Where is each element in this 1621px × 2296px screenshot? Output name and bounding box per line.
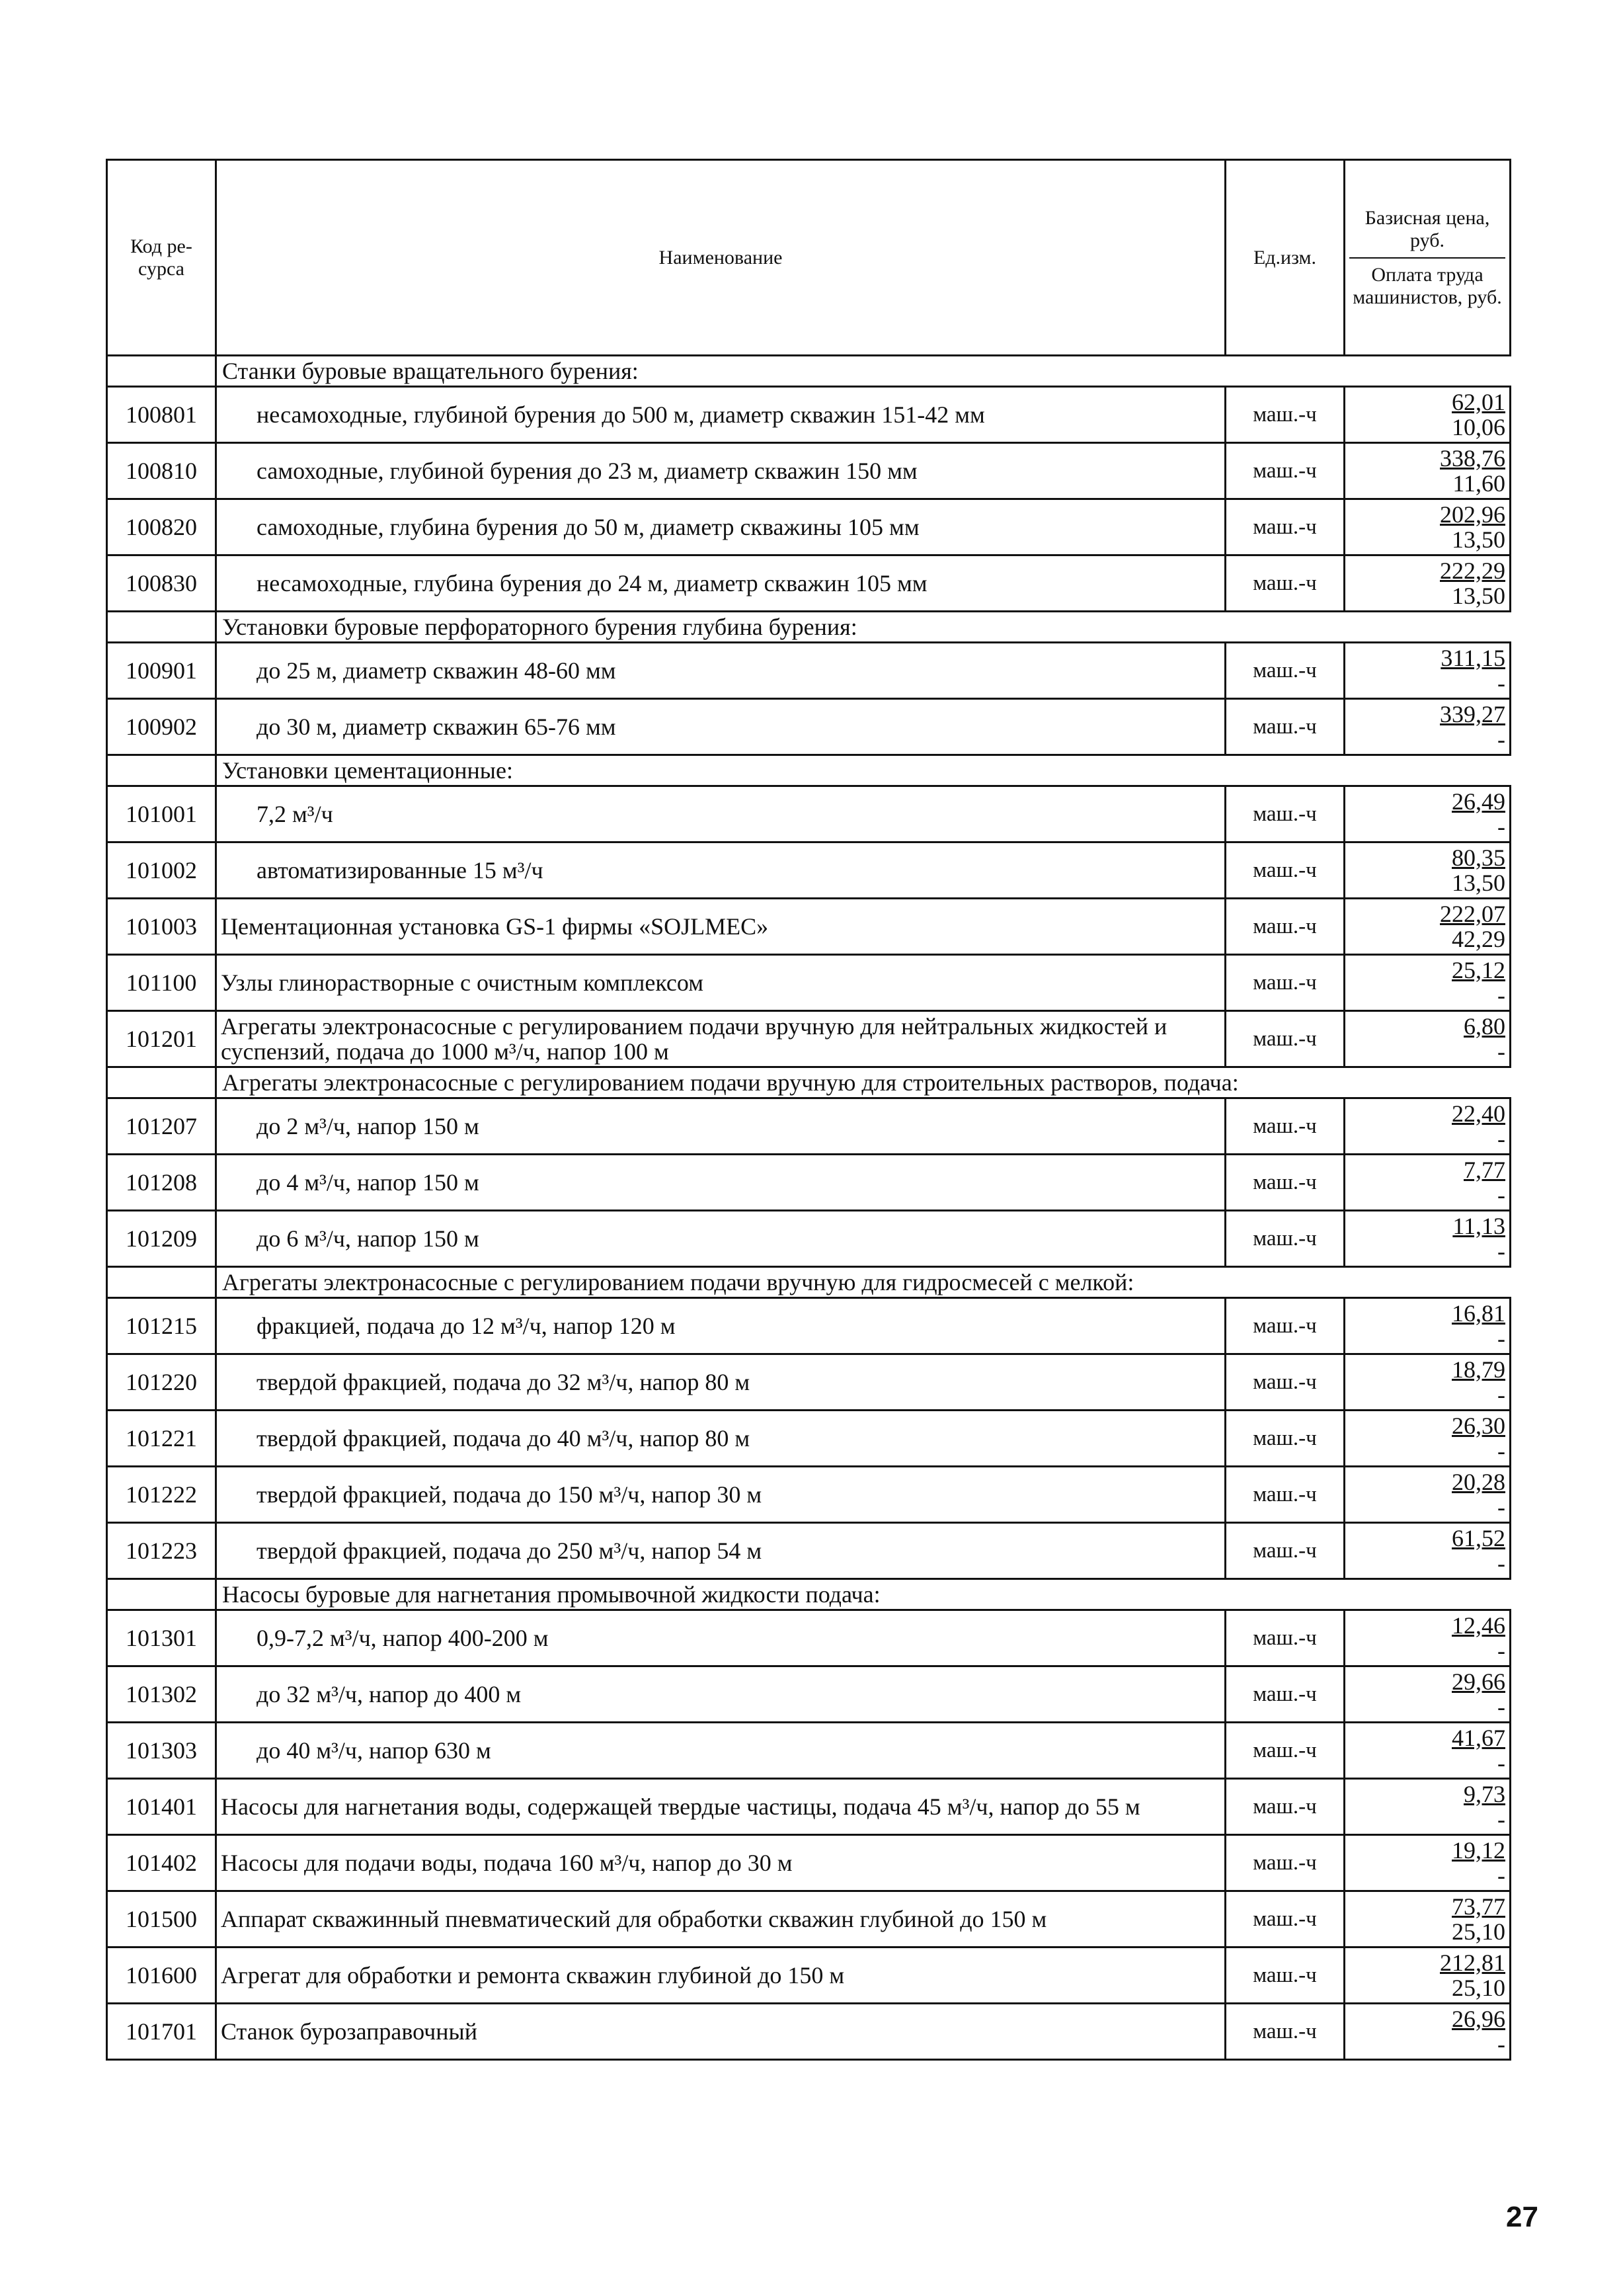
operator-wage: - <box>1497 813 1505 840</box>
price-cell <box>1345 1666 1511 1723</box>
resource-name: до 2 м³/ч, напор 150 м <box>216 1098 1226 1155</box>
resource-unit: маш.-ч <box>1226 1779 1345 1835</box>
resource-unit: маш.-ч <box>1226 1155 1345 1211</box>
resource-name: твердой фракцией, подача до 40 м³/ч, напор 80 м <box>216 1411 1226 1467</box>
resource-code: 101303 <box>107 1723 216 1779</box>
resource-code: 100901 <box>107 643 216 699</box>
base-price: 22,40 <box>1452 1100 1505 1127</box>
table-row <box>107 1467 1511 1523</box>
resource-name: до 4 м³/ч, напор 150 м <box>216 1155 1226 1211</box>
group-heading: Установки цементационные: <box>216 755 1511 786</box>
base-price: 339,27 <box>1440 701 1505 727</box>
table-row <box>107 699 1511 755</box>
base-price: 12,46 <box>1452 1612 1505 1639</box>
resource-name: до 6 м³/ч, напор 150 м <box>216 1211 1226 1267</box>
price-cell <box>1345 1098 1511 1155</box>
table-row <box>107 1523 1511 1579</box>
resource-name: твердой фракцией, подача до 250 м³/ч, напор 54 м <box>216 1523 1226 1579</box>
resource-name: твердой фракцией, подача до 32 м³/ч, напор 80 м <box>216 1354 1226 1411</box>
table-row <box>107 1354 1511 1411</box>
operator-wage: - <box>1497 1750 1505 1776</box>
base-price: 6,80 <box>1464 1013 1505 1040</box>
resource-unit: маш.-ч <box>1226 842 1345 899</box>
table-row <box>107 1155 1511 1211</box>
table-row <box>107 499 1511 555</box>
resource-name: несамоходные, глубина бурения до 24 м, диаметр скважин 105 мм <box>216 555 1226 612</box>
page-number: 27 <box>1506 2201 1538 2233</box>
table-header-row <box>107 160 1511 356</box>
base-price: 25,12 <box>1452 957 1505 983</box>
base-price: 20,28 <box>1452 1469 1505 1495</box>
price-cell <box>1345 899 1511 955</box>
resource-unit: маш.-ч <box>1226 499 1345 555</box>
resource-code: 101223 <box>107 1523 216 1579</box>
resource-unit: маш.-ч <box>1226 1523 1345 1579</box>
resource-name: твердой фракцией, подача до 150 м³/ч, напор 30 м <box>216 1467 1226 1523</box>
resource-code: 101208 <box>107 1155 216 1211</box>
table-row <box>107 555 1511 612</box>
table-row <box>107 643 1511 699</box>
resource-code: 100801 <box>107 387 216 443</box>
resource-code: 101221 <box>107 1411 216 1467</box>
operator-wage: - <box>1497 1126 1505 1152</box>
price-cell <box>1345 1211 1511 1267</box>
group-heading-row <box>107 612 1511 643</box>
table-row <box>107 443 1511 499</box>
base-price: 222,07 <box>1440 901 1505 927</box>
resource-code: 100820 <box>107 499 216 555</box>
header-code: Код ре-сурса <box>107 160 216 356</box>
operator-wage: - <box>1497 1637 1505 1664</box>
resource-unit: маш.-ч <box>1226 1098 1345 1155</box>
operator-wage: - <box>1497 1381 1505 1408</box>
resource-unit: маш.-ч <box>1226 1011 1345 1067</box>
price-cell <box>1345 643 1511 699</box>
operator-wage: 25,10 <box>1452 1918 1505 1945</box>
price-cell <box>1345 1891 1511 1948</box>
resource-name: Агрегаты электронасосные с регулированием подачи вручную для нейтральных жидкостей и суспензий, подача до 1000 м³/ч, напор 100 м <box>216 1011 1226 1067</box>
base-price: 9,73 <box>1464 1781 1505 1807</box>
base-price: 16,81 <box>1452 1300 1505 1327</box>
price-cell <box>1345 699 1511 755</box>
price-cell <box>1345 786 1511 842</box>
operator-wage: - <box>1497 1862 1505 1889</box>
price-cell <box>1345 1523 1511 1579</box>
price-cell <box>1345 1298 1511 1354</box>
header-unit: Ед.изм. <box>1226 160 1345 356</box>
group-heading: Установки буровые перфораторного бурения глубина бурения: <box>216 612 1511 643</box>
table-row <box>107 2004 1511 2060</box>
group-heading: Агрегаты электронасосные с регулированием подачи вручную для гидросмесей с мелкой: <box>216 1267 1511 1298</box>
table-row <box>107 1411 1511 1467</box>
price-cell <box>1345 1723 1511 1779</box>
price-cell <box>1345 1011 1511 1067</box>
resource-unit: маш.-ч <box>1226 555 1345 612</box>
price-cell <box>1345 1155 1511 1211</box>
resource-name: самоходные, глубиной бурения до 23 м, диаметр скважин 150 мм <box>216 443 1226 499</box>
base-price: 311,15 <box>1441 645 1505 671</box>
resource-code: 101301 <box>107 1610 216 1666</box>
group-heading: Станки буровые вращательного бурения: <box>216 356 1511 387</box>
resource-name: Станок бурозаправочный <box>216 2004 1226 2060</box>
resource-unit: маш.-ч <box>1226 1666 1345 1723</box>
table-row <box>107 1666 1511 1723</box>
operator-wage: - <box>1497 1494 1505 1520</box>
base-price: 222,29 <box>1440 557 1505 584</box>
resource-name: Агрегат для обработки и ремонта скважин глубиной до 150 м <box>216 1948 1226 2004</box>
base-price: 29,66 <box>1452 1668 1505 1695</box>
resource-code: 101215 <box>107 1298 216 1354</box>
operator-wage: - <box>1497 1694 1505 1720</box>
resource-unit: маш.-ч <box>1226 899 1345 955</box>
table-row <box>107 842 1511 899</box>
header-operator-wage: Оплата труда машинистов, руб. <box>1353 263 1502 308</box>
table-row <box>107 1298 1511 1354</box>
resource-unit: маш.-ч <box>1226 1411 1345 1467</box>
base-price: 338,76 <box>1440 445 1505 472</box>
table-row <box>107 1835 1511 1891</box>
resource-code: 101701 <box>107 2004 216 2060</box>
table-row <box>107 1211 1511 1267</box>
price-cell <box>1345 387 1511 443</box>
resource-code: 101220 <box>107 1354 216 1411</box>
base-price: 11,13 <box>1452 1213 1505 1239</box>
resource-code: 100830 <box>107 555 216 612</box>
resource-name: 0,9-7,2 м³/ч, напор 400-200 м <box>216 1610 1226 1666</box>
resource-code: 101401 <box>107 1779 216 1835</box>
price-cell <box>1345 2004 1511 2060</box>
resource-unit: маш.-ч <box>1226 643 1345 699</box>
group-code-cell <box>107 612 216 643</box>
base-price: 41,67 <box>1452 1725 1505 1751</box>
price-cell <box>1345 955 1511 1011</box>
resource-code: 100810 <box>107 443 216 499</box>
price-cell <box>1345 555 1511 612</box>
operator-wage: - <box>1497 1182 1505 1208</box>
base-price: 62,01 <box>1452 389 1505 415</box>
base-price: 212,81 <box>1440 1949 1505 1976</box>
resource-code: 101002 <box>107 842 216 899</box>
price-cell <box>1345 1411 1511 1467</box>
resource-name: до 30 м, диаметр скважин 65-76 мм <box>216 699 1226 755</box>
base-price: 26,49 <box>1452 788 1505 815</box>
resource-code: 100902 <box>107 699 216 755</box>
resource-name: фракцией, подача до 12 м³/ч, напор 120 м <box>216 1298 1226 1354</box>
resource-code: 101001 <box>107 786 216 842</box>
resource-name: самоходные, глубина бурения до 50 м, диаметр скважины 105 мм <box>216 499 1226 555</box>
price-cell <box>1345 1467 1511 1523</box>
resource-name: несамоходные, глубиной бурения до 500 м, диаметр скважин 151-42 мм <box>216 387 1226 443</box>
resource-code: 101402 <box>107 1835 216 1891</box>
resource-code: 101500 <box>107 1891 216 1948</box>
table-row <box>107 955 1511 1011</box>
table-row <box>107 1723 1511 1779</box>
operator-wage: 42,29 <box>1452 926 1505 952</box>
table-row <box>107 1779 1511 1835</box>
resource-name: автоматизированные 15 м³/ч <box>216 842 1226 899</box>
operator-wage: - <box>1497 1550 1505 1577</box>
resource-name: Узлы глинорастворные с очистным комплексом <box>216 955 1226 1011</box>
group-heading-row <box>107 755 1511 786</box>
price-cell <box>1345 443 1511 499</box>
group-code-cell <box>107 356 216 387</box>
resource-unit: маш.-ч <box>1226 786 1345 842</box>
resource-code: 101201 <box>107 1011 216 1067</box>
resource-name: Насосы для нагнетания воды, содержащей твердые частицы, подача 45 м³/ч, напор до 55 м <box>216 1779 1226 1835</box>
group-heading-row <box>107 1579 1511 1610</box>
group-heading-row <box>107 1267 1511 1298</box>
base-price: 80,35 <box>1452 844 1505 871</box>
resource-unit: маш.-ч <box>1226 1948 1345 2004</box>
table-row <box>107 1011 1511 1067</box>
operator-wage: - <box>1497 982 1505 1008</box>
header-price <box>1345 160 1511 356</box>
resource-unit: маш.-ч <box>1226 955 1345 1011</box>
table-row <box>107 1891 1511 1948</box>
operator-wage: - <box>1497 1806 1505 1832</box>
base-price: 73,77 <box>1452 1893 1505 1920</box>
operator-wage: - <box>1497 1238 1505 1264</box>
resource-unit: маш.-ч <box>1226 1211 1345 1267</box>
price-cell <box>1345 499 1511 555</box>
group-heading: Насосы буровые для нагнетания промывочной жидкости подача: <box>216 1579 1511 1610</box>
resource-unit: маш.-ч <box>1226 1610 1345 1666</box>
resource-name: до 32 м³/ч, напор до 400 м <box>216 1666 1226 1723</box>
price-cell <box>1345 842 1511 899</box>
operator-wage: - <box>1497 2031 1505 2057</box>
resource-unit: маш.-ч <box>1226 387 1345 443</box>
group-code-cell <box>107 1579 216 1610</box>
base-price: 26,30 <box>1452 1413 1505 1439</box>
resource-code: 101302 <box>107 1666 216 1723</box>
resource-unit: маш.-ч <box>1226 443 1345 499</box>
operator-wage: - <box>1497 1325 1505 1352</box>
resource-name: 7,2 м³/ч <box>216 786 1226 842</box>
table-row <box>107 786 1511 842</box>
operator-wage: - <box>1497 726 1505 753</box>
resource-name: Насосы для подачи воды, подача 160 м³/ч, напор до 30 м <box>216 1835 1226 1891</box>
group-heading-row <box>107 1067 1511 1098</box>
group-heading-row <box>107 356 1511 387</box>
resource-code: 101600 <box>107 1948 216 2004</box>
resource-name: Цементационная установка GS-1 фирмы «SOJLMEC» <box>216 899 1226 955</box>
resource-name: до 25 м, диаметр скважин 48-60 мм <box>216 643 1226 699</box>
resource-unit: маш.-ч <box>1226 1835 1345 1891</box>
resource-unit: маш.-ч <box>1226 699 1345 755</box>
header-name: Наименование <box>216 160 1226 356</box>
group-code-cell <box>107 1267 216 1298</box>
base-price: 202,96 <box>1440 501 1505 528</box>
table-row <box>107 1610 1511 1666</box>
group-code-cell <box>107 1067 216 1098</box>
resource-name: до 40 м³/ч, напор 630 м <box>216 1723 1226 1779</box>
resource-name: Аппарат скважинный пневматический для обработки скважин глубиной до 150 м <box>216 1891 1226 1948</box>
resource-unit: маш.-ч <box>1226 1354 1345 1411</box>
resource-code: 101100 <box>107 955 216 1011</box>
price-cell <box>1345 1835 1511 1891</box>
operator-wage: - <box>1497 1038 1505 1065</box>
operator-wage: - <box>1497 1438 1505 1464</box>
base-price: 61,52 <box>1452 1525 1505 1551</box>
table-body <box>107 356 1511 2060</box>
resource-unit: маш.-ч <box>1226 1723 1345 1779</box>
resource-unit: маш.-ч <box>1226 1891 1345 1948</box>
resource-unit: маш.-ч <box>1226 1467 1345 1523</box>
base-price: 18,79 <box>1452 1356 1505 1383</box>
table-row <box>107 1948 1511 2004</box>
table-row <box>107 1098 1511 1155</box>
resource-code: 101209 <box>107 1211 216 1267</box>
price-cell <box>1345 1948 1511 2004</box>
resource-unit: маш.-ч <box>1226 1298 1345 1354</box>
group-heading: Агрегаты электронасосные с регулированием подачи вручную для строительных растворов, подача: <box>216 1067 1511 1098</box>
base-price: 26,96 <box>1452 2006 1505 2032</box>
operator-wage: 13,50 <box>1452 583 1505 609</box>
base-price: 19,12 <box>1452 1837 1505 1864</box>
price-cell <box>1345 1354 1511 1411</box>
resource-code: 101003 <box>107 899 216 955</box>
table-row <box>107 387 1511 443</box>
operator-wage: 11,60 <box>1452 470 1505 497</box>
table-row <box>107 899 1511 955</box>
operator-wage: 25,10 <box>1452 1975 1505 2001</box>
resource-code: 101222 <box>107 1467 216 1523</box>
resource-unit: маш.-ч <box>1226 2004 1345 2060</box>
header-base-price: Базисная цена, руб. <box>1349 207 1505 259</box>
operator-wage: 13,50 <box>1452 526 1505 553</box>
operator-wage: 10,06 <box>1452 414 1505 440</box>
operator-wage: 13,50 <box>1452 870 1505 896</box>
price-cell <box>1345 1779 1511 1835</box>
resource-code: 101207 <box>107 1098 216 1155</box>
group-code-cell <box>107 755 216 786</box>
operator-wage: - <box>1497 670 1505 696</box>
base-price: 7,77 <box>1464 1157 1505 1183</box>
resource-price-table <box>106 159 1511 2061</box>
price-cell <box>1345 1610 1511 1666</box>
